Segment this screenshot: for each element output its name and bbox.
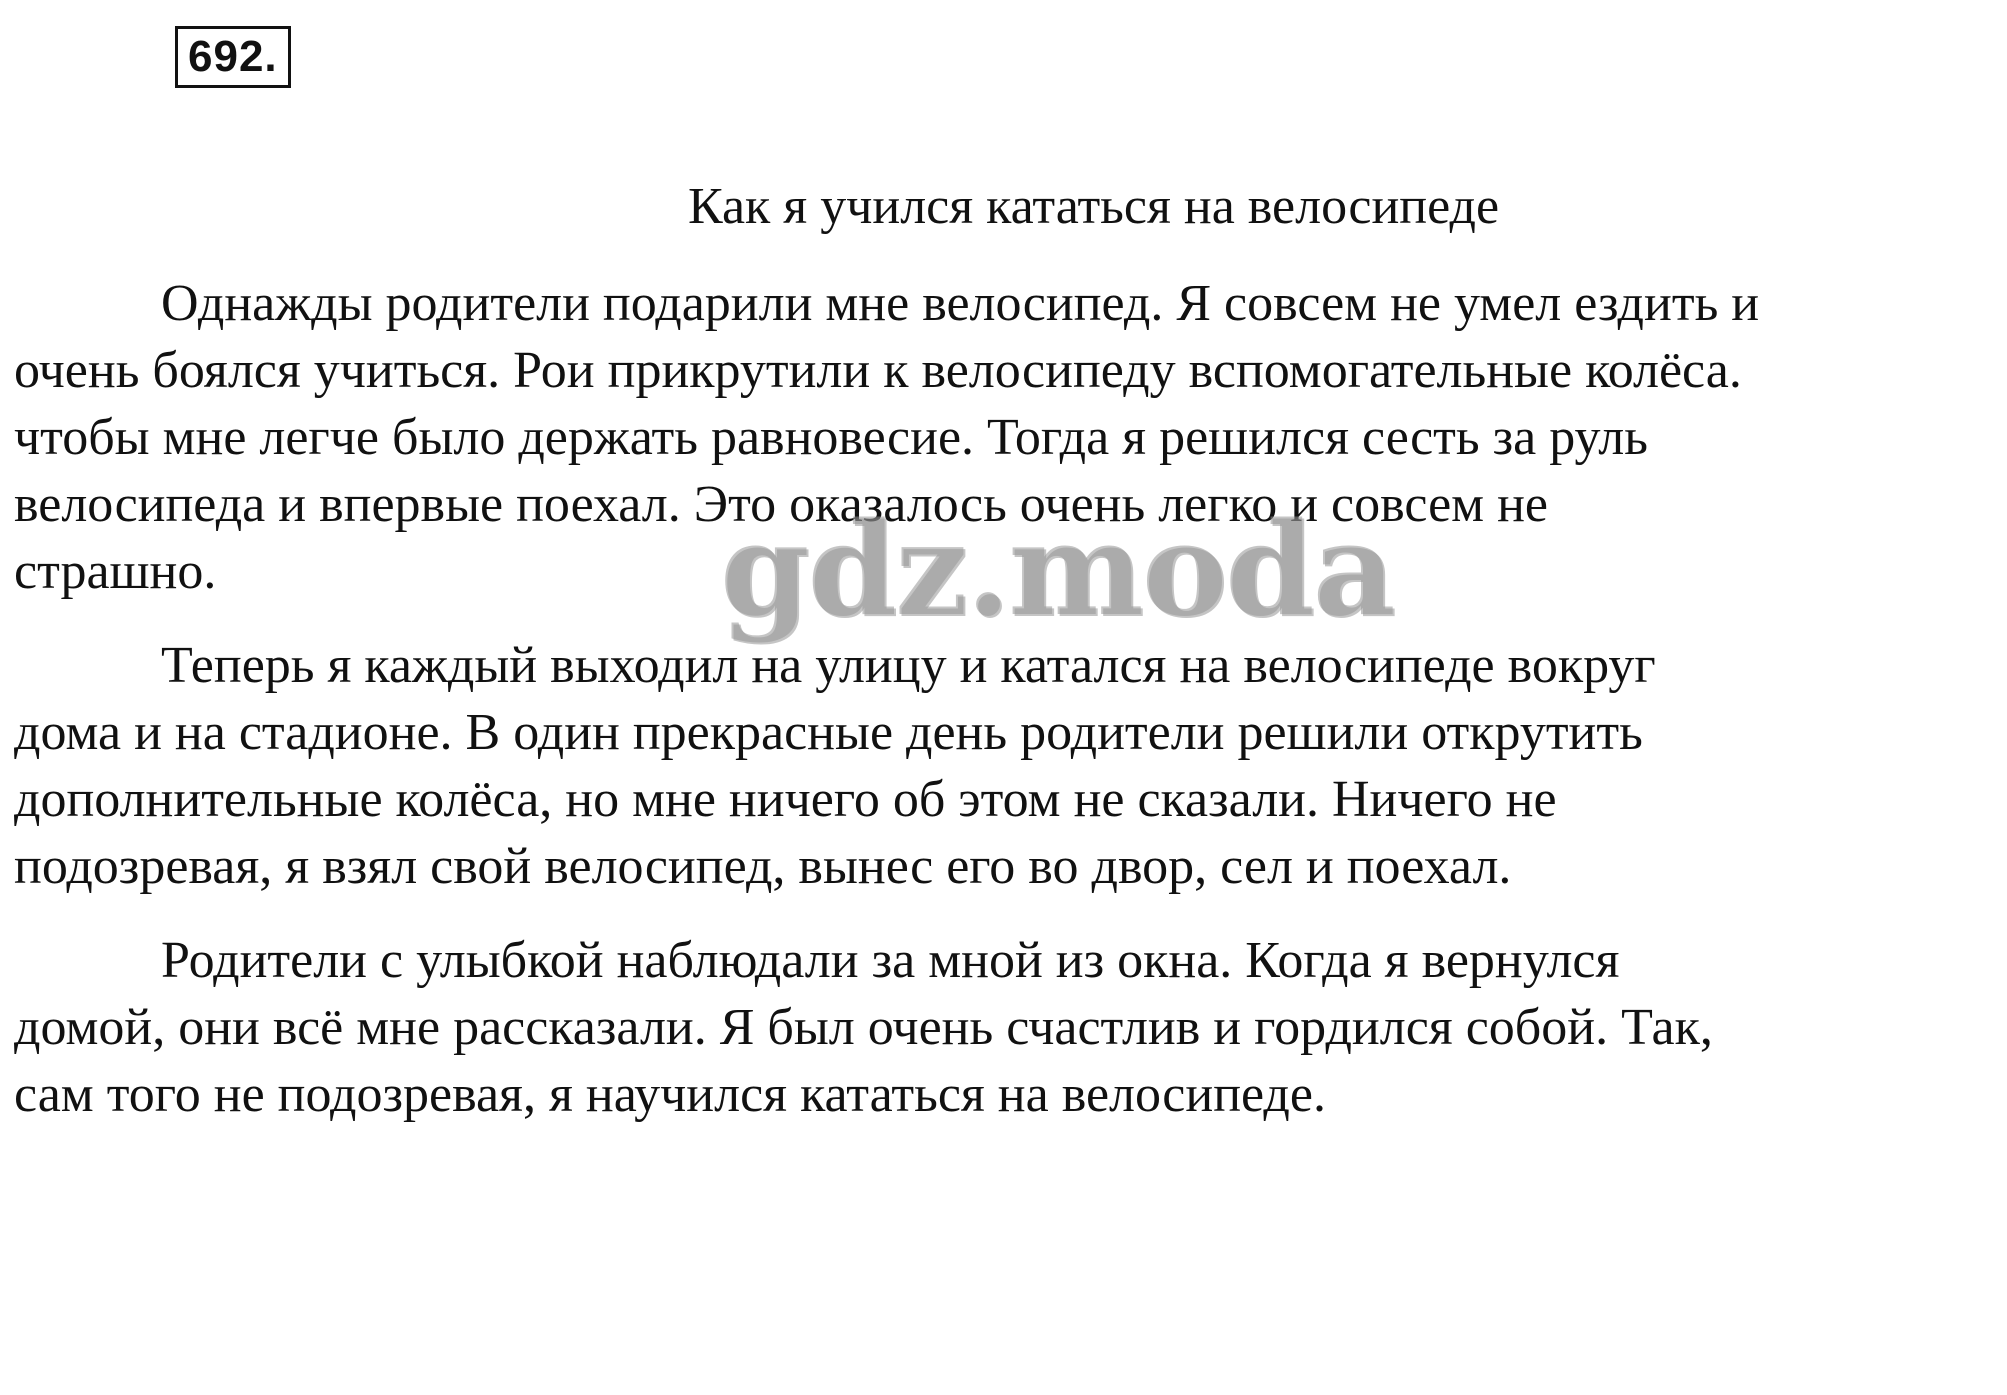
text-line: велосипеда и впервые поехал. Это оказалось очень легко и совсем не [14,476,1548,533]
text-line: дома и на стадионе. В один прекрасные день родители решили открутить [14,704,1643,761]
text-line: Родители с улыбкой наблюдали за мной из окна. Когда я вернулся [161,932,1620,989]
text-line: страшно. [14,543,217,600]
text-line: подозревая, я взял свой велосипед, вынес его во двор, сел и поехал. [14,838,1512,895]
text-line: домой, они всё мне рассказали. Я был очень счастлив и гордился собой. Так, [14,999,1713,1056]
text-line: Теперь я каждый выходил на улицу и катался на велосипеде вокруг [161,637,1656,694]
paragraph-3 [14,927,1993,1128]
watermark: gdz.moda [720,495,1394,645]
text-line: очень боялся учиться. Рои прикрутили к велосипеду вспомогательные колёса. [14,342,1742,399]
paragraph-1 [14,270,1993,605]
text-line: дополнительные колёса, но мне ничего об этом не сказали. Ничего не [14,771,1557,828]
text-line: чтобы мне легче было держать равновесие. Тогда я решился сесть за руль [14,409,1648,466]
exercise-number: 692. [175,26,291,88]
paragraph-2 [14,632,1993,900]
text-title: Как я учился кататься на велосипеде [687,178,1500,235]
text-line: Однажды родители подарили мне велосипед. Я совсем не умел ездить и [161,275,1760,332]
text-line: сам того не подозревая, я научился кататься на велосипеде. [14,1066,1326,1123]
